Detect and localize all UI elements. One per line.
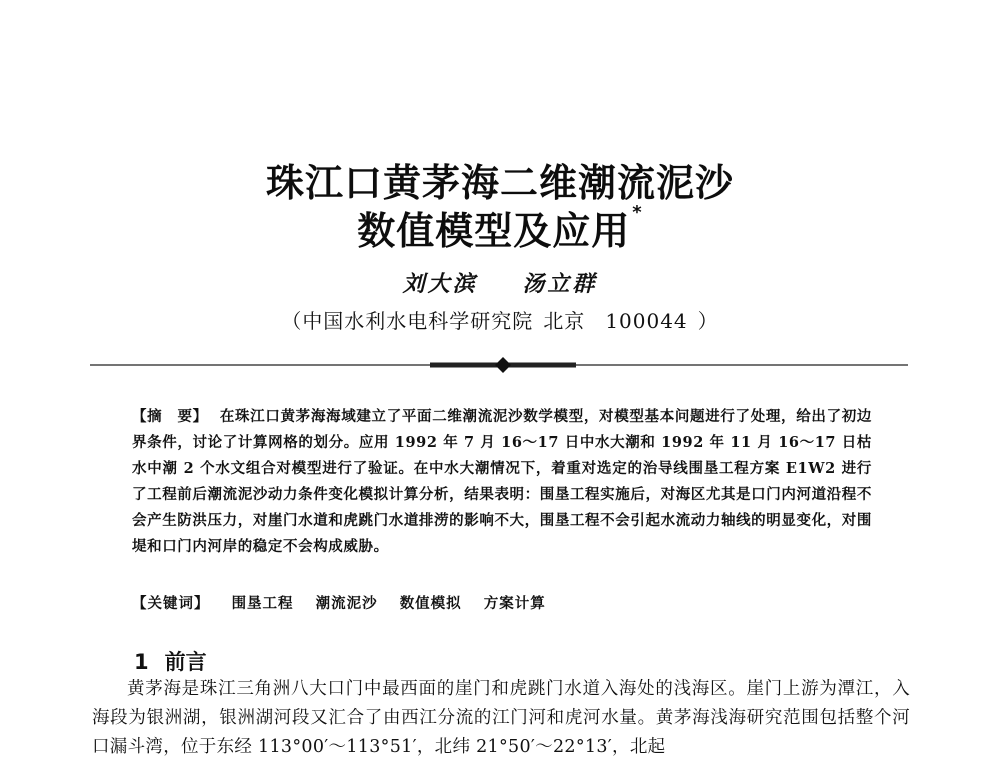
keyword-4: 方案计算 [483, 595, 546, 612]
section-title: 前言 [164, 650, 207, 674]
affiliation-city: 北京 [543, 309, 586, 333]
ornamental-divider [90, 356, 908, 374]
affiliation-postcode: 100044 [605, 309, 688, 333]
title-line-1-text: 珠江口黄茅海二维潮流泥沙 [265, 161, 734, 205]
keywords-label: 【关键词】 [132, 596, 210, 612]
author-list [0, 267, 1000, 298]
section-heading [134, 646, 207, 676]
divider-diamond-icon [495, 357, 511, 373]
keywords-block [132, 592, 872, 613]
divider-right-bar [508, 363, 576, 368]
title-line-2-text: 数值模型及应用 [357, 209, 631, 253]
keyword-1: 围垦工程 [231, 595, 294, 612]
keyword-2: 潮流泥沙 [315, 595, 378, 612]
title-footnote-mark: * [632, 202, 643, 223]
affiliation-open: （ [281, 309, 303, 333]
divider-left-bar [430, 363, 498, 368]
affiliation-institution: 中国水利水电科学研究院 [302, 309, 534, 333]
section-number: 1 [134, 650, 149, 674]
keyword-3: 数值模拟 [399, 595, 462, 612]
author-1: 刘大滨 [402, 271, 478, 297]
paper-title-line-1 [0, 152, 1000, 207]
abstract-label: 【摘 要】 [132, 409, 208, 425]
affiliation [0, 305, 1000, 334]
affiliation-close: ） [697, 309, 719, 333]
author-2: 汤立群 [522, 271, 598, 297]
paper-title-line-2 [0, 200, 1000, 255]
abstract-block [132, 404, 872, 560]
body-paragraph: 黄茅海是珠江三角洲八大口门中最西面的崖门和虎跳门水道入海处的浅海区。崖门上游为潭江，入海段为银洲湖，银洲湖河段又汇合了由西江分流的江门河和虎河水量。黄茅海浅海研究范围包括整个河口漏斗湾，位于东经 113°00′～113°51′，北纬 21°50′～22°13′，北起 [92, 679, 910, 757]
abstract-text: 在珠江口黄茅海海域建立了平面二维潮流泥沙数学模型，对模型基本问题进行了处理，给出了初边界条件，讨论了计算网格的划分。应用 1992 年 7 月 16～17 日中水大潮和 1992 年 11 月 16～17 日枯水中潮 2 个水文组合对模型进行了验证。在中水大潮情况下，着重对选定的治导线围垦工程方案 E1W2 进行了工程前后潮流泥沙动力条件变化模拟计算分析，结果表明：围垦工程实施后，对海区尤其是口门内河道沿程不会产生防洪压力，对崖门水道和虎跳门水道排涝的影响不大，围垦工程不会引起水流动力轴线的明显变化，对围堤和口门内河岸的稳定不会构成威胁。 [132, 408, 873, 555]
